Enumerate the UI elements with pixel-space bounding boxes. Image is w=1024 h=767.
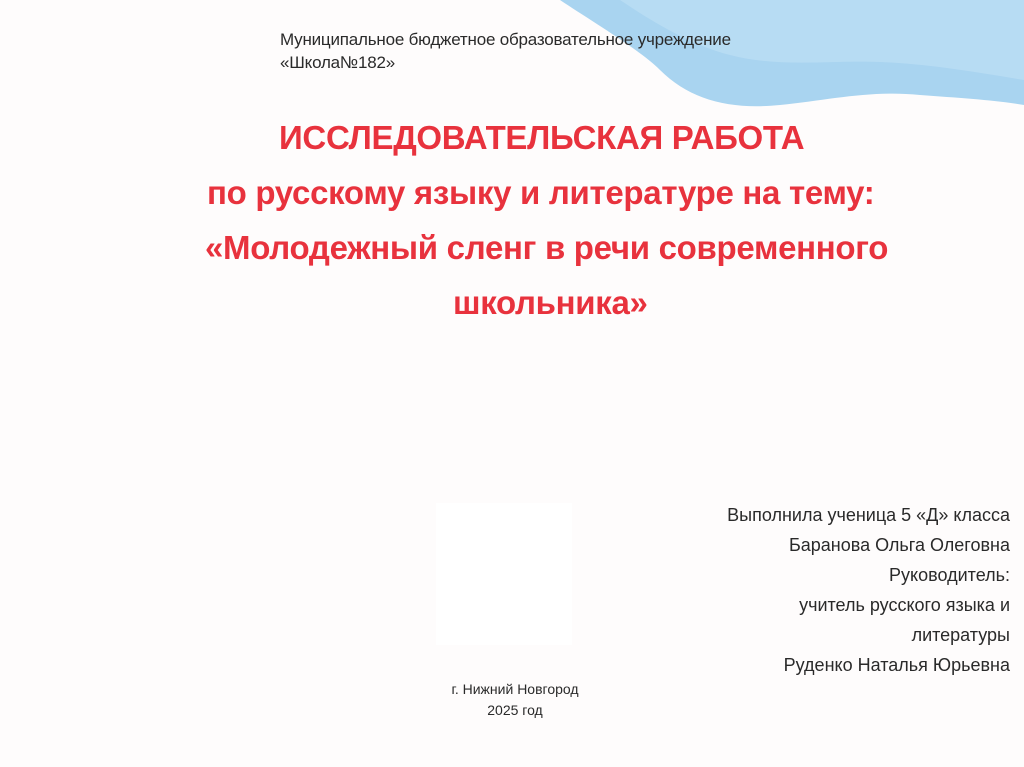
footer-location bbox=[410, 679, 620, 721]
supervisor-label: Руководитель: bbox=[889, 565, 1010, 585]
title-line-4: школьника» bbox=[453, 284, 648, 321]
title-line-2: по русскому языку и литературе на тему: bbox=[207, 174, 875, 211]
institution-name bbox=[280, 28, 800, 74]
supervisor-name: Руденко Наталья Юрьевна bbox=[783, 655, 1010, 675]
author-name: Баранова Ольга Олеговна bbox=[788, 535, 1010, 555]
photo-placeholder bbox=[436, 503, 572, 645]
author-line-1: Выполнила ученица 5 «Д» класса bbox=[727, 505, 1010, 525]
title-line-3: «Молодежный сленг в речи современного bbox=[205, 229, 889, 266]
city-name: г. Нижний Новгород bbox=[451, 681, 579, 697]
institution-line: Муниципальное бюджетное образовательное учреждение bbox=[280, 30, 731, 49]
school-name: «Школа№182» bbox=[280, 53, 395, 72]
supervisor-role-1: учитель русского языка и bbox=[799, 595, 1010, 615]
author-block bbox=[650, 500, 1010, 680]
year: 2025 год bbox=[487, 702, 543, 718]
supervisor-role-2: литературы bbox=[911, 625, 1010, 645]
title-line-1: ИССЛЕДОВАТЕЛЬСКАЯ РАБОТА bbox=[279, 119, 805, 156]
